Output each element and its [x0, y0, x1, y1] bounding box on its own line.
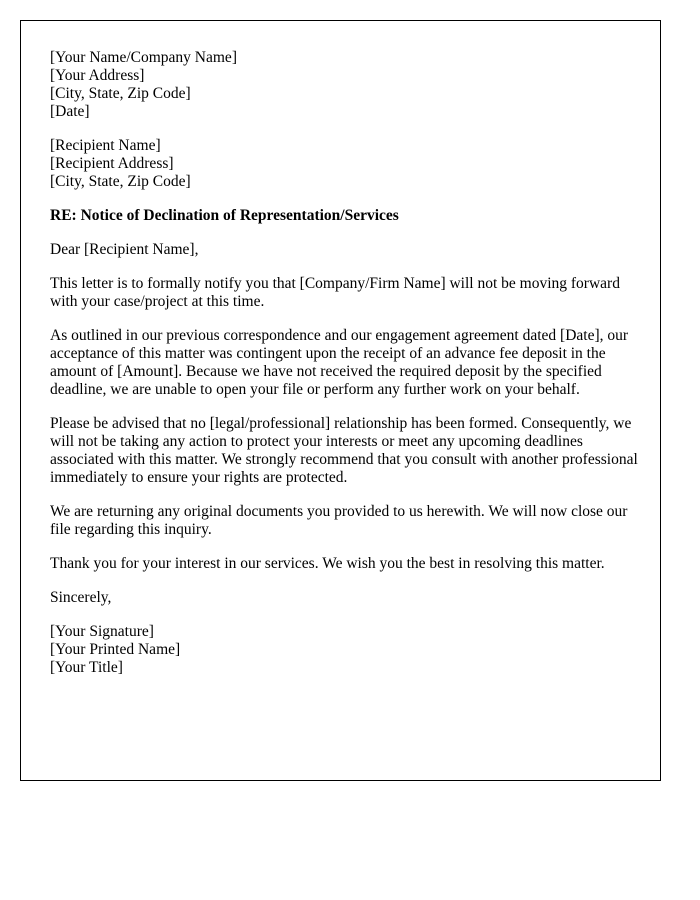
subject-line: RE: Notice of Declination of Representation/Services [50, 207, 399, 224]
signature-block [50, 623, 650, 677]
recipient-address: [Recipient Address] [50, 155, 174, 172]
sender-block [50, 49, 650, 121]
letter-body [50, 49, 650, 693]
letter-date: [Date] [50, 103, 90, 120]
recipient-city-state-zip: [City, State, Zip Code] [50, 173, 191, 190]
sender-name: [Your Name/Company Name] [50, 49, 237, 66]
recipient-block [50, 137, 650, 191]
paragraph: Thank you for your interest in our services. We wish you the best in resolving this matter. [50, 555, 605, 572]
signer-title: [Your Title] [50, 659, 123, 676]
paragraph: As outlined in our previous correspondence and our engagement agreement dated [Date], our acceptance of this matter was contingent upon the receipt of an advance fee deposit in the amount of [Amount]. Because we have not received the required deposit by the specified deadline, we are unable to open your file or perform any further work on your behalf. [50, 327, 629, 398]
letter-page [20, 20, 661, 781]
recipient-name: [Recipient Name] [50, 137, 161, 154]
paragraph: We are returning any original documents you provided to us herewith. We will now close our file regarding this inquiry. [50, 503, 628, 538]
paragraph: Please be advised that no [legal/professional] relationship has been formed. Consequently, we will not be taking any action to protect your interests or meet any upcoming deadlines associated with this matter. We strongly recommend that you consult with another professional immediately to ensure your rights are protected. [50, 415, 638, 486]
sender-address: [Your Address] [50, 67, 145, 84]
sender-city-state-zip: [City, State, Zip Code] [50, 85, 191, 102]
signature-line: [Your Signature] [50, 623, 154, 640]
paragraph: This letter is to formally notify you that [Company/Firm Name] will not be moving forward with your case/project at this time. [50, 275, 620, 310]
salutation: Dear [Recipient Name], [50, 241, 199, 258]
printed-name: [Your Printed Name] [50, 641, 181, 658]
closing: Sincerely, [50, 589, 112, 606]
